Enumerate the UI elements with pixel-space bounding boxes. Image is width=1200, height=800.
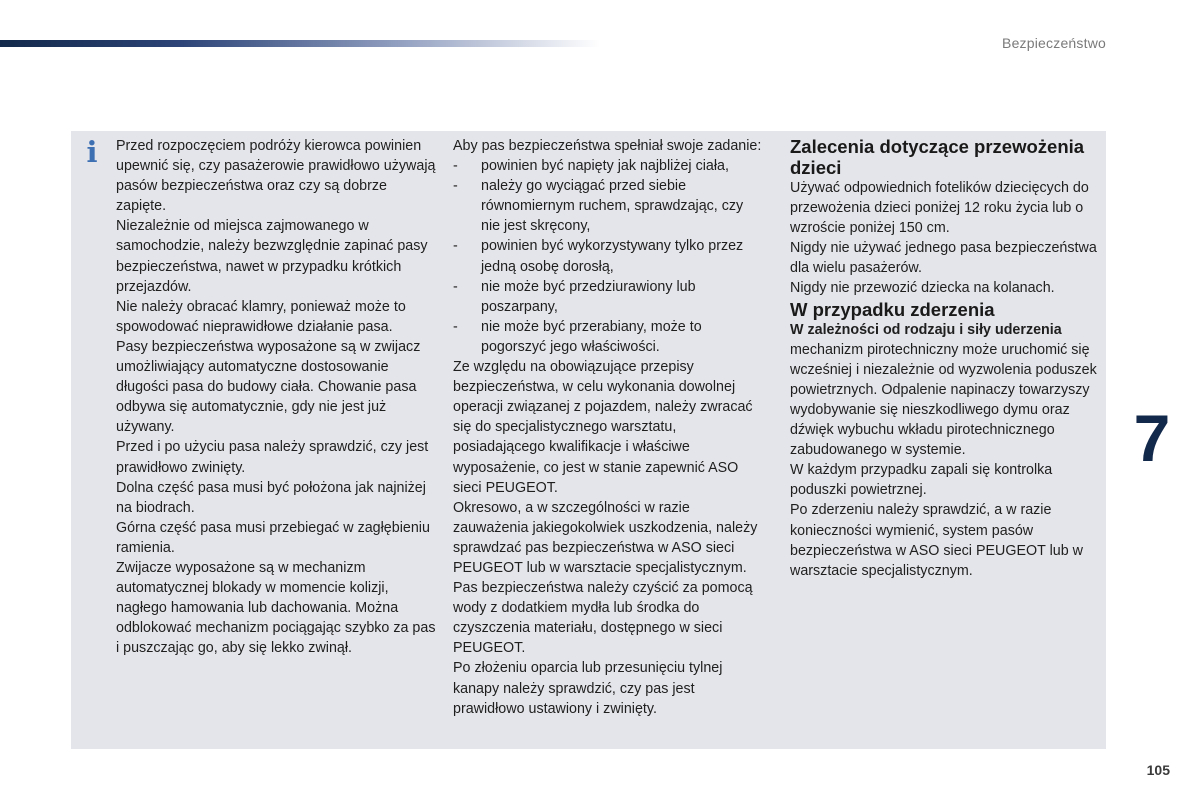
- paragraph: Przed rozpoczęciem podróży kierowca powinien upewnić się, czy pasażerowie prawidłowo używają pasów bezpieczeństwa oraz czy są dobrze zapięte.: [116, 138, 436, 215]
- paragraph: Ze względu na obowiązujące przepisy bezpieczeństwa, w celu wykonania dowolnej operacji związanej z pojazdem, należy zwracać się do specjalistycznego warsztatu, posiadającego kwalifikacje i właściwe wyposażenie, co jest w stanie zapewnić ASO sieci PEUGEOT.: [453, 359, 753, 496]
- paragraph: Używać odpowiednich fotelików dziecięcych do przewożenia dzieci poniżej 12 roku życia lub o wzroście poniżej 150 cm.: [790, 180, 1089, 237]
- heading-child-transport: Zalecenia dotyczące przewożenia dzieci: [790, 136, 1085, 178]
- list-item: - należy go wyciągać przed siebie równomiernym ruchem, sprawdzając, czy nie jest skręcony,: [453, 176, 763, 236]
- list-item: - powinien być napięty jak najbliżej ciała,: [453, 156, 763, 176]
- column-3: [790, 136, 1100, 581]
- heading-collision: W przypadku zderzenia: [790, 298, 995, 320]
- column-1: [116, 136, 436, 658]
- lead-rest: mechanizm pirotechniczny może uruchomić się wcześniej i niezależnie od wyzwolenia poduszek powietrznych. Odpalenie napinaczy towarzyszy wydobywanie się nieszkodliwego dymu oraz dźwięk wybuchu wkładu pirotechnicznego zabudowanego w systemie.: [790, 341, 1097, 459]
- paragraph: Okresowo, a w szczególności w razie zauważenia jakiegokolwiek uszkodzenia, należy sprawdzać pas bezpieczeństwa w ASO sieci PEUGEOT lub w warsztacie specjalistycznym.: [453, 499, 758, 576]
- section-title: Bezpieczeństwo: [1002, 35, 1106, 51]
- paragraph: Nigdy nie używać jednego pasa bezpieczeństwa dla wielu pasażerów.: [790, 240, 1097, 277]
- paragraph: Nigdy nie przewozić dziecka na kolanach.: [790, 280, 1055, 297]
- info-icon: i: [86, 135, 98, 169]
- paragraph: Niezależnie od miejsca zajmowanego w samochodzie, należy bezwzględnie zapinać pasy bezpieczeństwa, nawet w przypadku krótkich przejazdów.: [116, 218, 428, 295]
- paragraph: W każdym przypadku zapali się kontrolka poduszki powietrznej.: [790, 462, 1053, 499]
- paragraph: Po złożeniu oparcia lub przesunięciu tylnej kanapy należy sprawdzić, czy pas jest prawidłowo ustawiony i zwinięty.: [453, 660, 723, 717]
- paragraph: Po zderzeniu należy sprawdzić, a w razie konieczności wymienić, system pasów bezpieczeństwa w ASO sieci PEUGEOT lub w warsztacie specjalistycznym.: [790, 502, 1083, 579]
- paragraph: [790, 320, 1100, 461]
- list-intro: Aby pas bezpieczeństwa spełniał swoje zadanie:: [453, 138, 762, 154]
- paragraph: Nie należy obracać klamry, ponieważ może to spowodować nieprawidłowe działanie pasa.: [116, 298, 406, 335]
- paragraph: Pasy bezpieczeństwa wyposażone są w zwijacz umożliwiający automatyczne dostosowanie długości pasa do budowy ciała. Chowanie pasa odbywa się automatycznie, gdy nie jest już używany.: [116, 338, 421, 436]
- paragraph: Dolna część pasa musi być położona jak najniżej na biodrach.: [116, 479, 426, 516]
- paragraph: Zwijacze wyposażone są w mechanizm automatycznej blokady w momencie kolizji, nagłego hamowania lub dachowania. Można odblokować mechanizm pociągając szybko za pas i puszczając go, aby się lekko zwinął.: [116, 559, 436, 657]
- chapter-number: 7: [1133, 401, 1171, 475]
- page-number: 105: [1146, 762, 1170, 778]
- bold-lead: W zależności od rodzaju i siły uderzenia: [790, 321, 1062, 338]
- list-item: - powinien być wykorzystywany tylko przez jedną osobę dorosłą,: [453, 236, 763, 276]
- header-accent-bar: [0, 40, 600, 47]
- paragraph: Pas bezpieczeństwa należy czyścić za pomocą wody z dodatkiem mydła lub środka do czyszczenia materiału, dostępnego w sieci PEUGEOT.: [453, 580, 753, 657]
- list-item: - nie może być przedziurawiony lub poszarpany,: [453, 277, 763, 317]
- paragraph: Przed i po użyciu pasa należy sprawdzić, czy jest prawidłowo zwinięty.: [116, 439, 429, 476]
- list-item: - nie może być przerabiany, może to pogorszyć jego właściwości.: [453, 317, 763, 357]
- requirements-list: [453, 156, 763, 357]
- column-2: [453, 136, 763, 719]
- paragraph: Górna część pasa musi przebiegać w zagłębieniu ramienia.: [116, 519, 430, 556]
